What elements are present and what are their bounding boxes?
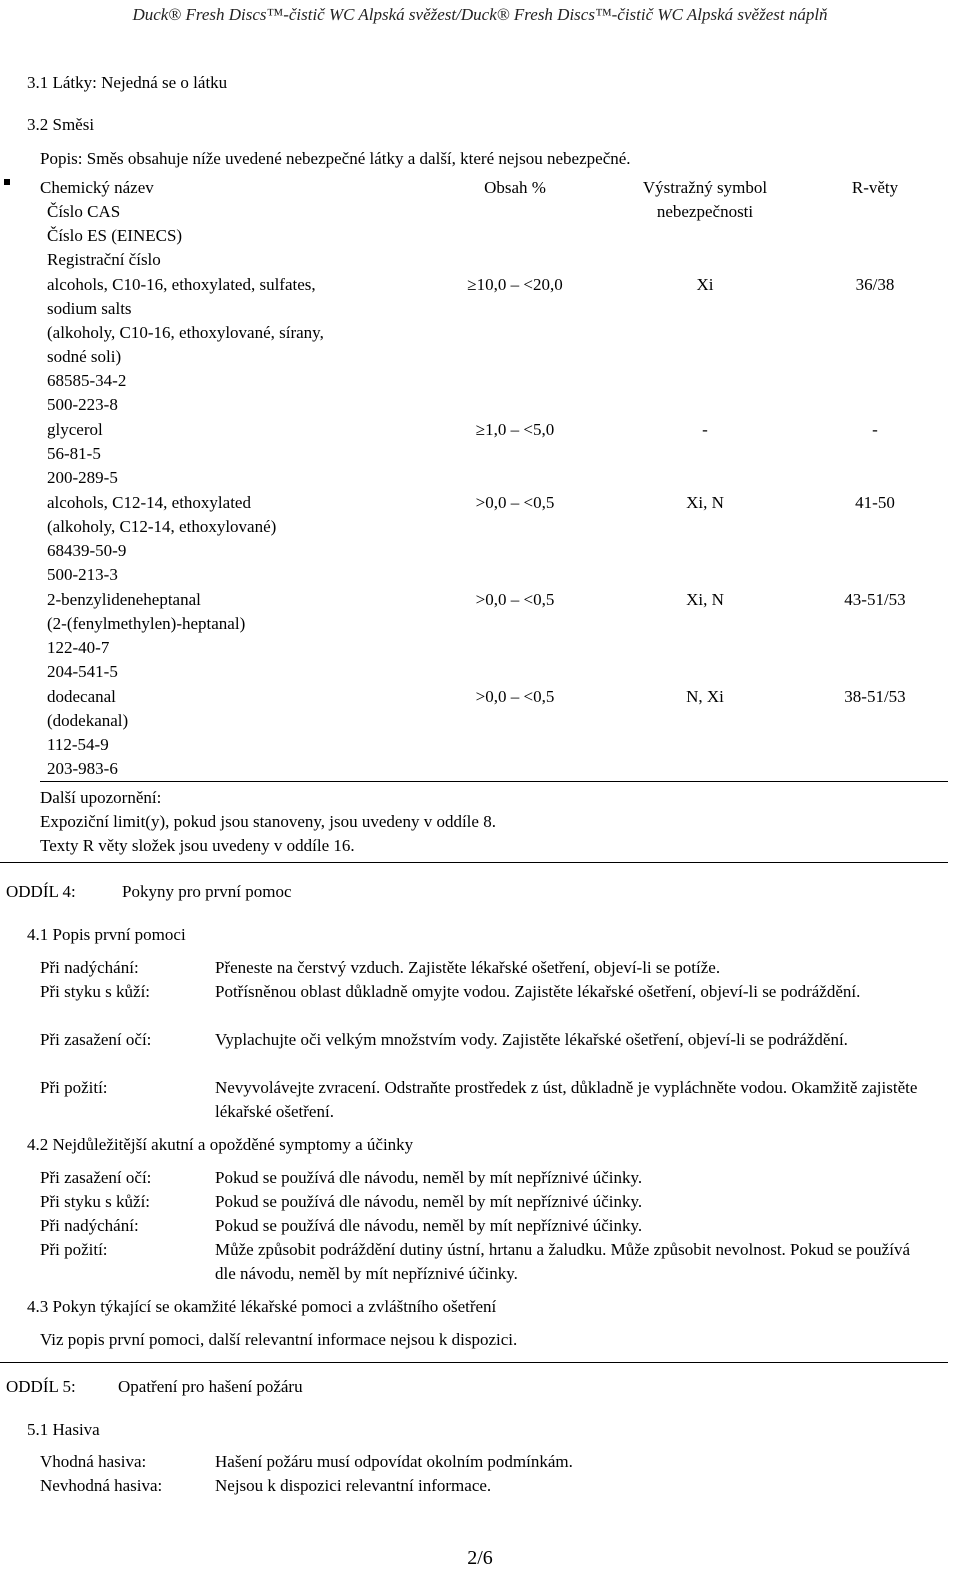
th-r-phrases: R-věty bbox=[851, 178, 899, 197]
th-symbol-line1: Výstražný symbol bbox=[642, 178, 768, 197]
table-row-2-line: 200-289-5 bbox=[47, 468, 118, 487]
table-row-3-line: alcohols, C12-14, ethoxylated bbox=[47, 493, 251, 512]
table-row-5-symbol: N, Xi bbox=[686, 687, 724, 706]
notes-line: Expoziční limit(y), pokud jsou stanoveny, jsou uvedeny v oddíle 8. bbox=[40, 812, 496, 831]
table-row-1-content: ≥10,0 – <20,0 bbox=[467, 275, 563, 294]
first-aid-label: Při požití: bbox=[40, 1078, 108, 1097]
first-aid-text: Potřísněnou oblast důkladně omyjte vodou. Zajistěte lékařské ošetření, objeví-li se podráždění. bbox=[215, 982, 861, 1001]
th-chemical-name: Chemický název bbox=[40, 178, 154, 197]
th-cas: Číslo CAS bbox=[47, 202, 121, 221]
subsection-4-3-text: Viz popis první pomoci, další relevantní informace nejsou k dispozici. bbox=[40, 1330, 518, 1349]
table-row-5-content: >0,0 – <0,5 bbox=[475, 687, 555, 706]
th-registration: Registrační číslo bbox=[47, 250, 161, 269]
table-row-1-line: sodné soli) bbox=[47, 347, 122, 366]
symptom-label: Při zasažení očí: bbox=[40, 1168, 152, 1187]
table-row-2-line: 56-81-5 bbox=[47, 444, 101, 463]
section-4-title: Pokyny pro první pomoc bbox=[122, 882, 292, 901]
table-row-1-line: sodium salts bbox=[47, 299, 132, 318]
table-row-4-line: (2-(fenylmethylen)-heptanal) bbox=[47, 614, 246, 633]
table-row-1-line: 500-223-8 bbox=[47, 395, 118, 414]
subsection-3-1: 3.1 Látky: Nejedná se o látku bbox=[27, 73, 228, 92]
table-row-3-line: 68439-50-9 bbox=[47, 541, 127, 560]
first-aid-label: Při nadýchání: bbox=[40, 958, 139, 977]
first-aid-text: Nevyvolávejte zvracení. Odstraňte prostředek z úst, důkladně je vypláchněte vodou. Okamžitě zajistěte lékařské ošetření. bbox=[215, 1078, 918, 1121]
notes-heading: Další upozornění: bbox=[40, 788, 162, 807]
first-aid-label: Při zasažení očí: bbox=[40, 1030, 152, 1049]
bullet-icon bbox=[4, 179, 10, 185]
table-row-1-r: 36/38 bbox=[855, 275, 895, 294]
symptom-text: Pokud se používá dle návodu, neměl by mít nepříznivé účinky. bbox=[215, 1216, 643, 1235]
table-row-4-symbol: Xi, N bbox=[686, 590, 724, 609]
subsection-4-1: 4.1 Popis první pomoci bbox=[27, 925, 186, 944]
th-es: Číslo ES (EINECS) bbox=[47, 226, 183, 245]
section-5-label: ODDÍL 5: bbox=[6, 1377, 76, 1396]
th-symbol-line2: nebezpečnosti bbox=[656, 202, 754, 221]
table-row-4-line: 204-541-5 bbox=[47, 662, 118, 681]
section-4-label: ODDÍL 4: bbox=[6, 882, 76, 901]
symptom-label: Při nadýchání: bbox=[40, 1216, 139, 1235]
extinguisher-label: Nevhodná hasiva: bbox=[40, 1476, 163, 1495]
table-row-1-symbol: Xi bbox=[696, 275, 714, 294]
running-header: Duck® Fresh Discs™-čistič WC Alpská svěžest/Duck® Fresh Discs™-čistič WC Alpská svěžest náplň bbox=[0, 0, 960, 32]
mixture-description: Popis: Směs obsahuje níže uvedené nebezpečné látky a další, které nejsou nebezpečné. bbox=[40, 149, 631, 168]
extinguisher-label: Vhodná hasiva: bbox=[40, 1452, 147, 1471]
subsection-5-1: 5.1 Hasiva bbox=[27, 1420, 100, 1439]
table-row-5-r: 38-51/53 bbox=[844, 687, 906, 706]
table-row-2-symbol: - bbox=[702, 420, 708, 439]
table-row-3-line: (alkoholy, C12-14, ethoxylované) bbox=[47, 517, 277, 536]
section-5-title: Opatření pro hašení požáru bbox=[118, 1377, 303, 1396]
symptom-label: Při styku s kůží: bbox=[40, 1192, 151, 1211]
table-row-1-line: 68585-34-2 bbox=[47, 371, 127, 390]
symptom-text: Může způsobit podráždění dutiny ústní, hrtanu a žaludku. Může způsobit nevolnost. Pokud se používá dle návodu, neměl by mít nepříznivé účinky. bbox=[215, 1240, 910, 1283]
table-row-4-line: 122-40-7 bbox=[47, 638, 110, 657]
section-divider bbox=[0, 1362, 948, 1363]
table-row-2-content: ≥1,0 – <5,0 bbox=[475, 420, 555, 439]
table-row-5-line: 203-983-6 bbox=[47, 759, 118, 778]
th-content: Obsah % bbox=[484, 178, 546, 197]
symptom-label: Při požití: bbox=[40, 1240, 108, 1259]
table-row-5-line: 112-54-9 bbox=[47, 735, 109, 754]
subsection-4-3: 4.3 Pokyn týkající se okamžité lékařské pomoci a zvláštního ošetření bbox=[27, 1297, 497, 1316]
subsection-3-2: 3.2 Směsi bbox=[27, 115, 95, 134]
table-row-4-r: 43-51/53 bbox=[844, 590, 906, 609]
symptom-text: Pokud se používá dle návodu, neměl by mít nepříznivé účinky. bbox=[215, 1192, 643, 1211]
first-aid-text: Vyplachujte oči velkým množstvím vody. Zajistěte lékařské ošetření, objeví-li se podráždění. bbox=[215, 1030, 848, 1049]
table-row-3-r: 41-50 bbox=[855, 493, 895, 512]
table-divider bbox=[40, 781, 948, 782]
subsection-4-2: 4.2 Nejdůležitější akutní a opožděné symptomy a účinky bbox=[27, 1135, 414, 1154]
table-row-2-r: - bbox=[872, 420, 878, 439]
extinguisher-text: Nejsou k dispozici relevantní informace. bbox=[215, 1476, 492, 1495]
extinguisher-text: Hašení požáru musí odpovídat okolním podmínkám. bbox=[215, 1452, 573, 1471]
table-row-5-line: dodecanal bbox=[47, 687, 116, 706]
table-row-4-content: >0,0 – <0,5 bbox=[475, 590, 555, 609]
table-row-1-line: (alkoholy, C10-16, ethoxylované, sírany, bbox=[47, 323, 324, 342]
first-aid-label: Při styku s kůží: bbox=[40, 982, 151, 1001]
table-row-1-line: alcohols, C10-16, ethoxylated, sulfates, bbox=[47, 275, 316, 294]
notes-line: Texty R věty složek jsou uvedeny v oddíle 16. bbox=[40, 836, 355, 855]
table-row-3-line: 500-213-3 bbox=[47, 565, 118, 584]
section-divider bbox=[0, 862, 948, 863]
table-row-3-content: >0,0 – <0,5 bbox=[475, 493, 555, 512]
first-aid-text: Přeneste na čerstvý vzduch. Zajistěte lékařské ošetření, objeví-li se potíže. bbox=[215, 958, 721, 977]
table-row-4-line: 2-benzylideneheptanal bbox=[47, 590, 201, 609]
table-row-5-line: (dodekanal) bbox=[47, 711, 129, 730]
symptom-text: Pokud se používá dle návodu, neměl by mít nepříznivé účinky. bbox=[215, 1168, 643, 1187]
page-number: 2/6 bbox=[467, 1547, 493, 1569]
table-row-3-symbol: Xi, N bbox=[686, 493, 724, 512]
table-row-2-line: glycerol bbox=[47, 420, 103, 439]
